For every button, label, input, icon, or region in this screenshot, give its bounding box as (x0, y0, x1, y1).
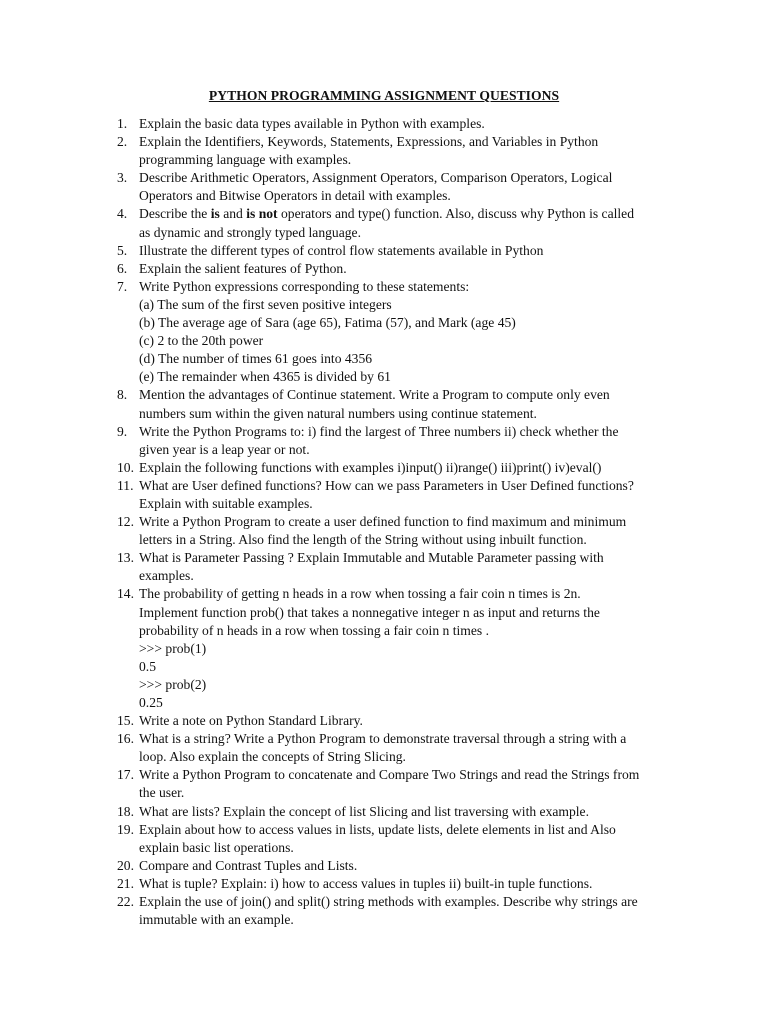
question-line: Explain the Identifiers, Keywords, Statements, Expressions, and Variables in Python (139, 134, 599, 150)
question-number: 19. (117, 821, 134, 837)
question-text (139, 205, 711, 241)
question-line: Illustrate the different types of control flow statements available in Python (139, 242, 544, 258)
question-item (0, 821, 768, 857)
question-number: 15. (117, 713, 134, 729)
question-text (139, 459, 711, 477)
question-line: Describe Arithmetic Operators, Assignment Operators, Comparison Operators, Logical (139, 170, 613, 186)
question-item (0, 513, 768, 549)
question-number: 17. (117, 767, 134, 783)
question-item (0, 766, 768, 802)
question-item (0, 893, 768, 929)
question-text (139, 875, 711, 893)
question-item (0, 115, 768, 133)
question-item (0, 278, 768, 387)
question-line: Write the Python Programs to: i) find the largest of Three numbers ii) check whether the (139, 423, 619, 439)
question-number: 20. (117, 857, 134, 873)
question-item (0, 205, 768, 241)
question-list (0, 115, 768, 929)
question-text (139, 278, 711, 387)
question-item (0, 875, 768, 893)
question-line: probability of n heads in a row when tossing a fair coin n times . (139, 622, 489, 638)
question-line: Explain the basic data types available in Python with examples. (139, 116, 485, 131)
question-text (139, 133, 711, 169)
question-number: 9. (117, 423, 128, 439)
question-line: Mention the advantages of Continue statement. Write a Program to compute only even (139, 387, 610, 403)
question-line: letters in a String. Also find the length of the String without using inbuilt function. (139, 532, 587, 548)
question-line: numbers sum within the given natural numbers using continue statement. (139, 405, 537, 421)
question-item (0, 423, 768, 459)
question-item (0, 712, 768, 730)
question-line: (c) 2 to the 20th power (139, 333, 264, 349)
question-number: 16. (117, 731, 134, 747)
question-line: Explain the salient features of Python. (139, 260, 347, 276)
question-text (139, 549, 711, 585)
question-item (0, 169, 768, 205)
question-item (0, 803, 768, 821)
question-line: the user. (139, 785, 185, 801)
question-number: 5. (117, 242, 128, 258)
question-line: (b) The average age of Sara (age 65), Fatima (57), and Mark (age 45) (139, 315, 516, 331)
question-number: 11. (117, 477, 134, 493)
question-number: 7. (117, 278, 128, 294)
question-line: Explain the use of join() and split() string methods with examples. Describe why strings are (139, 894, 638, 910)
question-item (0, 459, 768, 477)
question-item (0, 730, 768, 766)
page-title: PYTHON PROGRAMMING ASSIGNMENT QUESTIONS (208, 88, 560, 103)
question-line: programming language with examples. (139, 152, 352, 168)
question-text (139, 513, 711, 549)
question-text (139, 115, 711, 133)
question-number: 1. (117, 116, 128, 131)
question-line: What are lists? Explain the concept of list Slicing and list traversing with example. (139, 803, 589, 819)
question-number: 21. (117, 875, 134, 891)
question-text (139, 242, 711, 260)
question-text (139, 766, 711, 802)
question-item (0, 549, 768, 585)
question-number: 12. (117, 514, 134, 530)
question-item (0, 857, 768, 875)
question-line: 0.5 (139, 658, 156, 674)
question-item (0, 386, 768, 422)
question-line: Write a note on Python Standard Library. (139, 713, 363, 729)
question-line: What is tuple? Explain: i) how to access values in tuples ii) built-in tuple functions. (139, 875, 593, 891)
question-line: as dynamic and strongly typed language. (139, 224, 361, 240)
question-text (139, 730, 711, 766)
question-text (139, 423, 711, 459)
question-line: (e) The remainder when 4365 is divided by 61 (139, 369, 391, 385)
question-number: 10. (117, 459, 134, 475)
question-item (0, 477, 768, 513)
question-number: 22. (117, 894, 134, 910)
question-line: Implement function prob() that takes a nonnegative integer n as input and returns the (139, 604, 600, 620)
question-line: >>> prob(1) (139, 640, 207, 656)
question-text (139, 803, 711, 821)
question-text (139, 169, 711, 205)
question-line: Explain about how to access values in lists, update lists, delete elements in list and Also (139, 821, 616, 837)
question-line: What is Parameter Passing ? Explain Immutable and Mutable Parameter passing with (139, 550, 604, 566)
question-number: 6. (117, 260, 128, 276)
question-number: 13. (117, 550, 134, 566)
question-line: (a) The sum of the first seven positive integers (139, 296, 392, 312)
question-text (139, 386, 711, 422)
question-line: examples. (139, 568, 194, 584)
question-line: Write a Python Program to concatenate and Compare Two Strings and read the Strings from (139, 767, 640, 783)
question-item (0, 133, 768, 169)
question-line: Compare and Contrast Tuples and Lists. (139, 857, 358, 873)
question-line: given year is a leap year or not. (139, 441, 310, 457)
question-line: Explain with suitable examples. (139, 495, 313, 511)
question-line: Describe the is and is not operators and type() function. Also, discuss why Python is called (139, 206, 634, 222)
question-line: The probability of getting n heads in a row when tossing a fair coin n times is 2n. (139, 586, 581, 602)
question-number: 8. (117, 387, 128, 403)
question-line: What is a string? Write a Python Program to demonstrate traversal through a string with a (139, 731, 627, 747)
question-item (0, 242, 768, 260)
question-text (139, 712, 711, 730)
question-number: 14. (117, 586, 134, 602)
question-text (139, 857, 711, 875)
question-line: (d) The number of times 61 goes into 4356 (139, 351, 373, 367)
question-line: Explain the following functions with examples i)input() ii)range() iii)print() iv)eval() (139, 459, 602, 475)
question-text (139, 477, 711, 513)
question-line: Write Python expressions corresponding to these statements: (139, 278, 470, 294)
question-item (0, 585, 768, 712)
question-text (139, 893, 711, 929)
question-line: What are User defined functions? How can we pass Parameters in User Defined functions? (139, 477, 634, 493)
question-number: 2. (117, 134, 128, 150)
question-text (139, 585, 711, 712)
question-line: Write a Python Program to create a user defined function to find maximum and minimum (139, 514, 627, 530)
question-number: 3. (117, 170, 128, 186)
question-text (139, 260, 711, 278)
question-line: Operators and Bitwise Operators in detail with examples. (139, 188, 451, 204)
question-line: loop. Also explain the concepts of String Slicing. (139, 749, 406, 765)
question-text (139, 821, 711, 857)
question-number: 18. (117, 803, 134, 819)
question-line: immutable with an example. (139, 912, 294, 928)
question-line: explain basic list operations. (139, 839, 294, 855)
question-line: 0.25 (139, 695, 163, 710)
question-line: >>> prob(2) (139, 676, 207, 692)
question-number: 4. (117, 206, 128, 222)
question-item (0, 260, 768, 278)
